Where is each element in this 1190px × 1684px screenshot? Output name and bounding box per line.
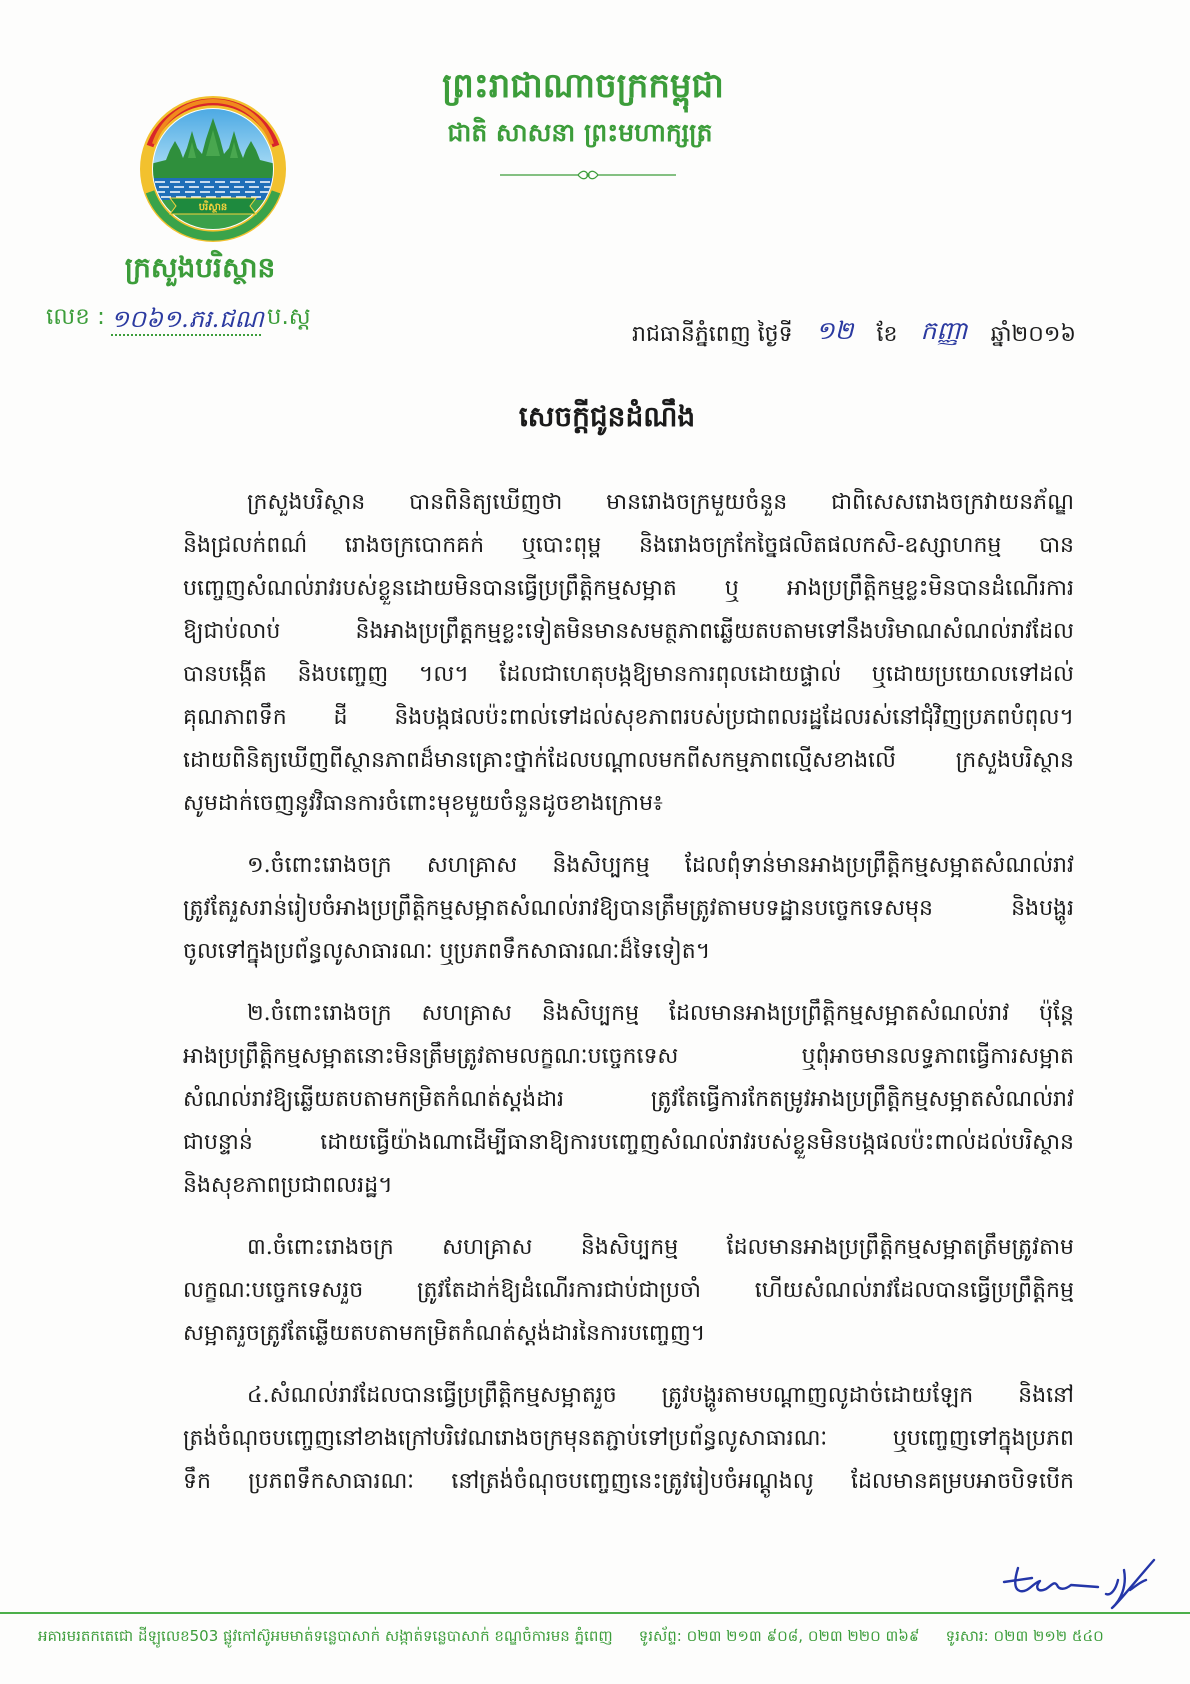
footer-phone: ទូរស័ព្ទ: ០២៣ ២១៣ ៩០៨, ០២៣ ២២០ ៣៦៩	[638, 1627, 920, 1645]
footer-rule	[0, 1612, 1190, 1614]
date-month-handwritten: កញ្ញា	[920, 316, 968, 345]
paragraph-line: ចូលទៅក្នុងប្រព័ន្ធលូសាធារណៈ ឬប្រភពទឹកសាធារណៈដ៏ទៃទៀត។	[183, 939, 711, 964]
paragraph-line: ត្រង់ចំណុចបញ្ចេញនៅខាងក្រៅបរិវេណរោងចក្រមុនតភ្ជាប់ទៅប្រព័ន្ធលូសាធារណៈ ឬបញ្ចេញទៅក្នុងប្រភព	[183, 1426, 1074, 1451]
footer-address: អគារមរតកតេជោ ដីឡូលេខ503 ផ្លូវកៅស៊ូអមមាត់ទន្លេបាសាក់ សង្កាត់ទន្លេបាសាក់ ខណ្ឌចំការមន ភ្នំពេញ	[38, 1627, 613, 1645]
measure-item-2	[183, 992, 1074, 1207]
footer-fax: ទូរសារ: ០២៣ ២១២ ៥៤០	[945, 1627, 1104, 1645]
header-divider-ornament	[500, 168, 676, 182]
logo-text: បរិស្ថាន	[198, 202, 228, 213]
paragraph-line: សម្អាតរួចត្រូវតែឆ្លើយតបតាមកម្រិតកំណត់ស្តង់ដារនៃការបញ្ចេញ។	[183, 1321, 706, 1346]
date-line	[632, 312, 1076, 352]
paragraph-line: លក្ខណៈបច្ចេកទេសរួច ត្រូវតែដាក់ឱ្យដំណើរការជាប់ជាប្រចាំ ហើយសំណល់រាវដែលបានធ្វើប្រព្រឹត្តិកម្ម	[183, 1278, 1074, 1303]
document-title: សេចក្តីជូនដំណឹង	[518, 400, 696, 433]
paragraph-line: សំណល់រាវឱ្យឆ្លើយតបតាមកម្រិតកំណត់ស្តង់ដារ ត្រូវតែធ្វើការកែតម្រូវអាងប្រព្រឹត្តិកម្មសម្អាតសំណល់រាវ	[183, 1087, 1074, 1112]
intro-paragraph	[183, 481, 1074, 825]
measure-item-1	[183, 844, 1074, 973]
ministry-of-environment-logo	[140, 96, 286, 242]
date-day-handwritten: ១២	[815, 316, 854, 345]
reference-label: លេខ :	[46, 304, 105, 330]
kingdom-heading: ព្រះរាជាណាចក្រកម្ពុជា	[442, 66, 724, 106]
footer-contact	[38, 1622, 1150, 1650]
paragraph-line: ឱ្យជាប់លាប់ និងអាងប្រព្រឹត្តកម្មខ្លះទៀតមិនមានសមត្ថភាពឆ្លើយតបតាមទៅនឹងបរិមាណសំណល់រាវដែល	[183, 619, 1074, 644]
paragraph-line: ៤.សំណល់រាវដែលបានធ្វើប្រព្រឹត្តិកម្មសម្អាតរួច ត្រូវបង្ហូរតាមបណ្តាញលូដាច់ដោយឡែក និងនៅ	[247, 1383, 1074, 1408]
paragraph-line: បញ្ចេញសំណល់រាវរបស់ខ្លួនដោយមិនបានធ្វើប្រព្រឹត្តិកម្មសម្អាត ឬ អាងប្រព្រឹត្តិកម្មខ្លះមិនបានដំណើរការ	[183, 576, 1074, 601]
date-place-prefix: រាជធានីភ្នំពេញ ថ្ងៃទី	[632, 322, 793, 347]
paragraph-line: និងសុខភាពប្រជាពលរដ្ឋ។	[183, 1173, 393, 1198]
paragraph-line: ទឹក ប្រភពទឹកសាធារណៈ នៅត្រង់ចំណុចបញ្ចេញនេះត្រូវរៀបចំអណ្តូងលូ ដែលមានគម្របអាចបិទបើក	[183, 1469, 1074, 1494]
paragraph-line: ២.ចំពោះរោងចក្រ សហគ្រាស និងសិប្បកម្ម ដែលមានអាងប្រព្រឹត្តិកម្មសម្អាតសំណល់រាវ ប៉ុន្តែ	[247, 1001, 1074, 1026]
paragraph-line: ត្រូវតែរួសរាន់រៀបចំអាងប្រព្រឹត្តិកម្មសម្អាតសំណល់រាវឱ្យបានត្រឹមត្រូវតាមបទដ្ឋានបច្ចេកទេសមុន និងបង្ហូរ	[183, 896, 1074, 921]
reference-number-handwritten: ១០៦១.ភរ.ជណ	[111, 304, 261, 336]
document-body	[183, 481, 1074, 1503]
paragraph-line: ដោយពិនិត្យឃើញពីស្ថានភាពដ៏មានគ្រោះថ្នាក់ដែលបណ្តាលមកពីសកម្មភាពល្មើសខាងលើ ក្រសួងបរិស្ថាន	[183, 748, 1074, 773]
measure-item-4	[183, 1374, 1074, 1503]
reference-suffix: ប.ស្ត	[266, 304, 311, 330]
date-year: ឆ្នាំ២០១៦	[990, 322, 1076, 347]
reference-number-row	[46, 298, 366, 336]
paragraph-line: និងជ្រលក់ពណ៌ រោងចក្របោកគក់ ឬបោះពុម្ព និងរោងចក្រកែច្នៃផលិតផលកសិ-ឧស្សាហកម្ម បាន	[183, 533, 1074, 558]
handwritten-initials	[1000, 1556, 1160, 1614]
paragraph-line: ក្រសួងបរិស្ថាន បានពិនិត្យឃើញថា មានរោងចក្រមួយចំនួន ជាពិសេសរោងចក្រវាយនភ័ណ្ឌ	[247, 490, 1074, 515]
paragraph-line: អាងប្រព្រឹត្តិកម្មសម្អាតនោះមិនត្រឹមត្រូវតាមលក្ខណៈបច្ចេកទេស ឬពុំអាចមានលទ្ធភាពធ្វើការសម្អាត	[183, 1044, 1074, 1069]
national-motto: ជាតិ សាសនា ព្រះមហាក្សត្រ	[447, 118, 713, 147]
paragraph-line: បានបង្កើត និងបញ្ចេញ ។ល។ ដែលជាហេតុបង្កឱ្យមានការពុលដោយផ្ទាល់ ឬដោយប្រយោលទៅដល់	[183, 662, 1074, 687]
paragraph-line: ជាបន្ទាន់ ដោយធ្វើយ៉ាងណាដើម្បីធានាឱ្យការបញ្ចេញសំណល់រាវរបស់ខ្លួនមិនបង្កផលប៉ះពាល់ដល់បរិស្ថាន	[183, 1130, 1074, 1155]
measure-item-3	[183, 1226, 1074, 1355]
paragraph-line: ៣.ចំពោះរោងចក្រ សហគ្រាស និងសិប្បកម្ម ដែលមានអាងប្រព្រឹត្តិកម្មសម្អាតត្រឹមត្រូវតាម	[247, 1235, 1074, 1260]
paragraph-line: សូមដាក់ចេញនូវវិធានការចំពោះមុខមួយចំនួនដូចខាងក្រោម៖	[183, 791, 663, 816]
paragraph-line: គុណភាពទឹក ដី និងបង្កផលប៉ះពាល់ទៅដល់សុខភាពរបស់ប្រជាពលរដ្ឋដែលរស់នៅជុំវិញប្រភពបំពុល។	[183, 705, 1074, 730]
ministry-name: ក្រសួងបរិស្ថាន	[124, 251, 276, 284]
date-month-label: ខែ	[876, 322, 898, 347]
paragraph-line: ១.ចំពោះរោងចក្រ សហគ្រាស និងសិប្បកម្ម ដែលពុំទាន់មានអាងប្រព្រឹត្តិកម្មសម្អាតសំណល់រាវ	[247, 853, 1074, 878]
